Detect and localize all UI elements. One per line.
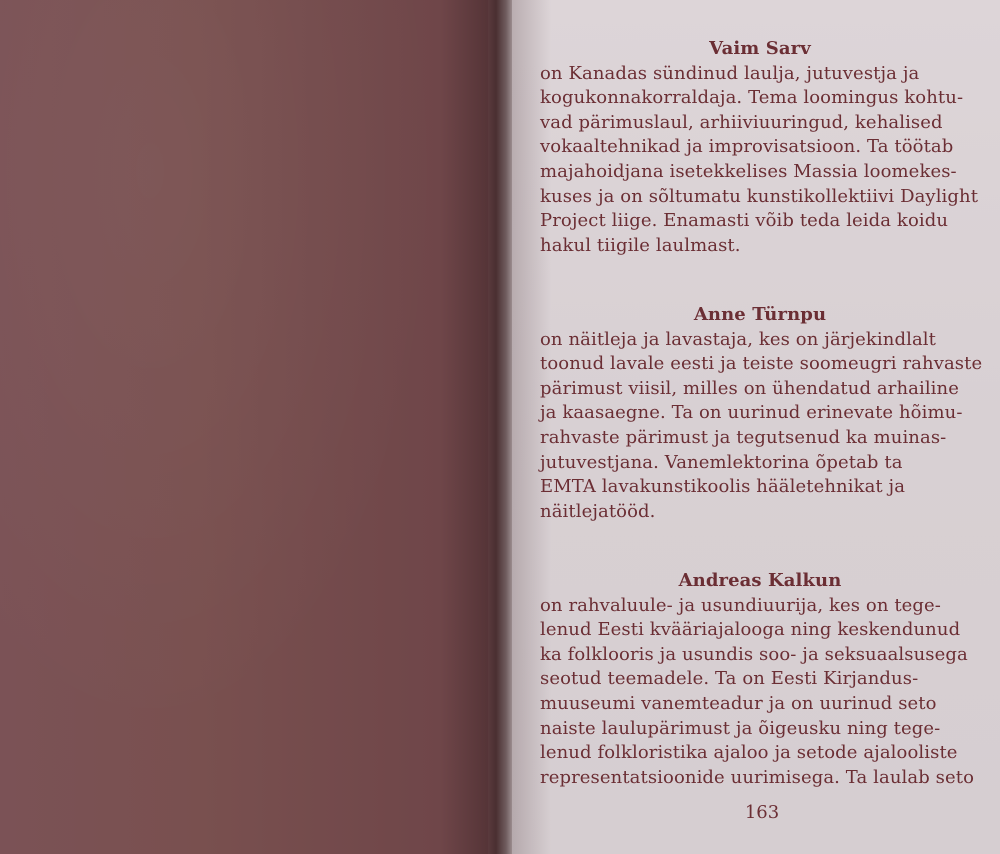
page-number: 163 (744, 802, 780, 823)
bio-line: on rahvaluule- ja usundiuurija, kes on tege- (540, 594, 941, 616)
bio-line: rahvaste pärimust ja tegutsenud ka muinas- (540, 426, 947, 448)
bio-line: on näitleja ja lavastaja, kes on järjekindlalt (540, 328, 936, 350)
bio-line: Project liige. Enamasti võib teda leida koidu (540, 210, 949, 232)
bio-section-andreas-kalkun (540, 569, 980, 790)
bio-name: Andreas Kalkun (678, 570, 842, 591)
bio-line: vokaaltehnikad ja improvisatsioon. Ta töötab (540, 136, 954, 158)
bio-line: EMTA lavakunstikoolis hääletehnikat ja (540, 476, 906, 498)
bio-line: seotud teemadele. Ta on Eesti Kirjandus- (540, 668, 919, 690)
bio-line: pärimust viisil, milles on ühendatud arhailine (540, 377, 959, 399)
bio-line: ja kaasaegne. Ta on uurinud erinevate hõimu- (540, 402, 963, 424)
bio-name: Vaim Sarv (709, 38, 811, 59)
bio-line: hakul tiigile laulmast. (540, 234, 741, 256)
bio-line: vad pärimuslaul, arhiiviuuringud, kehalised (540, 111, 943, 133)
bio-line: representatsioonide uurimisega. Ta laulab seto (540, 766, 975, 788)
bio-line: kuses ja on sõltumatu kunstikollektiivi Daylight (540, 185, 979, 207)
bio-line: muuseumi vanemteadur ja on uurinud seto (540, 692, 937, 714)
bio-line: jutuvestjana. Vanemlektorina õpetab ta (540, 451, 903, 473)
bio-line: kogukonnakorraldaja. Tema loomingus kohtu- (540, 87, 964, 109)
bio-line: lenud Eesti kvääriajalooga ning keskendunud (540, 619, 961, 641)
bio-line: näitlejatööd. (540, 500, 656, 522)
bio-line: on Kanadas sündinud laulja, jutuvestja ja (540, 62, 920, 84)
bio-line: ka folklooris ja usundis soo- ja seksuaalsusega (540, 643, 968, 665)
bio-line: naiste laulupärimust ja õigeusku ning tege- (540, 717, 941, 739)
bio-section-vaim-sarv (540, 37, 980, 258)
bio-section-anne-turnpu (540, 303, 983, 524)
right-page (512, 0, 1000, 854)
bio-line: majahoidjana isetekkelises Massia loomekes- (540, 160, 957, 182)
bio-line: lenud folkloristika ajaloo ja setode ajalooliste (540, 742, 958, 764)
bio-line: toonud lavale eesti ja teiste soomeugri rahvaste (540, 353, 983, 375)
bio-name: Anne Türnpu (693, 304, 827, 325)
